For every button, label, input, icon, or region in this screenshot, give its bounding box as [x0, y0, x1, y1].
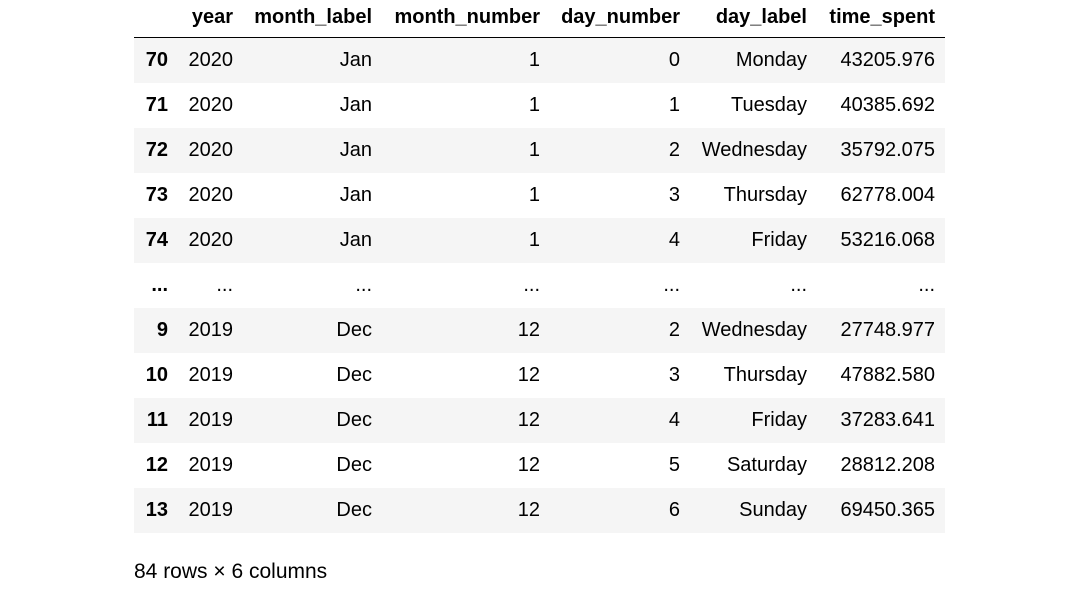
cell-day-number: 2 — [668, 318, 680, 341]
row-index: 72 — [145, 138, 168, 161]
cell-month-number: 1 — [528, 93, 540, 116]
cell-time-spent: 62778.004 — [840, 183, 935, 206]
cell-month-label: Jan — [339, 183, 372, 206]
cell-time-spent: 40385.692 — [840, 93, 935, 116]
cell-day-label: Friday — [751, 408, 807, 431]
cell-month-number: 1 — [528, 48, 540, 71]
cell-month-number: 12 — [517, 363, 540, 386]
cell-year: 2019 — [188, 363, 233, 386]
cell-day-label: ... — [790, 273, 807, 296]
cell-year: 2020 — [188, 183, 233, 206]
table-row — [134, 128, 945, 173]
column-header-month-label: month_label — [243, 0, 382, 38]
row-index: 11 — [146, 408, 168, 431]
cell-year: 2019 — [188, 318, 233, 341]
row-index: 12 — [145, 453, 168, 476]
cell-month-label: ... — [355, 273, 372, 296]
cell-month-label: Dec — [336, 363, 372, 386]
table-row — [134, 173, 945, 218]
row-index: 73 — [145, 183, 168, 206]
cell-day-label: Friday — [751, 228, 807, 251]
cell-month-number: 12 — [517, 408, 540, 431]
cell-day-label: Saturday — [726, 453, 807, 476]
cell-time-spent: 37283.641 — [840, 408, 935, 431]
cell-time-spent: 47882.580 — [840, 363, 935, 386]
cell-month-label: Dec — [336, 318, 372, 341]
table-row — [134, 488, 945, 533]
cell-day-number: ... — [663, 273, 680, 296]
row-index: 70 — [145, 48, 168, 71]
cell-year: 2020 — [188, 228, 233, 251]
cell-month-label: Jan — [339, 93, 372, 116]
column-header-day-number: day_number — [550, 0, 690, 38]
cell-month-label: Jan — [339, 228, 372, 251]
cell-day-number: 6 — [668, 498, 680, 521]
column-header-month-number: month_number — [382, 0, 550, 38]
dataframe-table — [134, 0, 945, 533]
row-index: 71 — [145, 93, 168, 116]
cell-day-label: Monday — [735, 48, 807, 71]
cell-month-label: Dec — [336, 498, 372, 521]
table-row — [134, 443, 945, 488]
cell-month-number: 12 — [517, 453, 540, 476]
column-header-year: year — [168, 0, 243, 38]
cell-day-number: 3 — [668, 363, 680, 386]
cell-day-number: 3 — [668, 183, 680, 206]
cell-month-number: 12 — [517, 498, 540, 521]
cell-day-number: 2 — [668, 138, 680, 161]
dataframe-output — [134, 0, 946, 533]
row-index: ... — [151, 273, 168, 296]
table-row — [134, 83, 945, 128]
cell-year: 2020 — [188, 48, 233, 71]
cell-month-label: Jan — [339, 138, 372, 161]
cell-time-spent: ... — [918, 273, 935, 296]
cell-day-label: Wednesday — [701, 138, 807, 161]
cell-day-number: 0 — [668, 48, 680, 71]
cell-time-spent: 43205.976 — [840, 48, 935, 71]
table-row — [134, 398, 945, 443]
row-index: 10 — [145, 363, 168, 386]
cell-day-number: 1 — [668, 93, 680, 116]
row-index: 9 — [156, 318, 168, 341]
index-header — [134, 0, 168, 38]
cell-time-spent: 35792.075 — [840, 138, 935, 161]
cell-month-label: Dec — [336, 408, 372, 431]
cell-year: 2019 — [188, 498, 233, 521]
cell-year: 2020 — [188, 138, 233, 161]
cell-time-spent: 53216.068 — [840, 228, 935, 251]
cell-year: 2020 — [188, 93, 233, 116]
table-header — [134, 0, 945, 38]
cell-month-label: Dec — [336, 453, 372, 476]
table-row — [134, 218, 945, 263]
cell-day-number: 5 — [668, 453, 680, 476]
header-row — [134, 0, 945, 38]
table-row — [134, 353, 945, 398]
cell-day-label: Thursday — [723, 363, 807, 386]
table-row — [134, 38, 945, 83]
cell-day-number: 4 — [668, 228, 680, 251]
cell-time-spent: 27748.977 — [840, 318, 935, 341]
dataframe-shape-summary: 84 rows × 6 columns — [134, 560, 328, 583]
table-row — [134, 263, 945, 308]
table-body — [134, 38, 945, 533]
cell-month-number: ... — [523, 273, 540, 296]
cell-month-number: 12 — [517, 318, 540, 341]
cell-day-label: Tuesday — [731, 93, 807, 116]
row-index: 74 — [145, 228, 168, 251]
cell-time-spent: 28812.208 — [840, 453, 935, 476]
cell-month-number: 1 — [528, 183, 540, 206]
table-row — [134, 308, 945, 353]
cell-day-number: 4 — [668, 408, 680, 431]
cell-time-spent: 69450.365 — [840, 498, 935, 521]
cell-month-number: 1 — [528, 138, 540, 161]
cell-year: ... — [216, 273, 233, 296]
row-index: 13 — [145, 498, 168, 521]
cell-year: 2019 — [188, 408, 233, 431]
cell-month-label: Jan — [339, 48, 372, 71]
column-header-day-label: day_label — [690, 0, 817, 38]
cell-year: 2019 — [188, 453, 233, 476]
cell-day-label: Sunday — [739, 498, 807, 521]
cell-day-label: Thursday — [723, 183, 807, 206]
cell-day-label: Wednesday — [701, 318, 807, 341]
cell-month-number: 1 — [528, 228, 540, 251]
column-header-time-spent: time_spent — [817, 0, 945, 38]
